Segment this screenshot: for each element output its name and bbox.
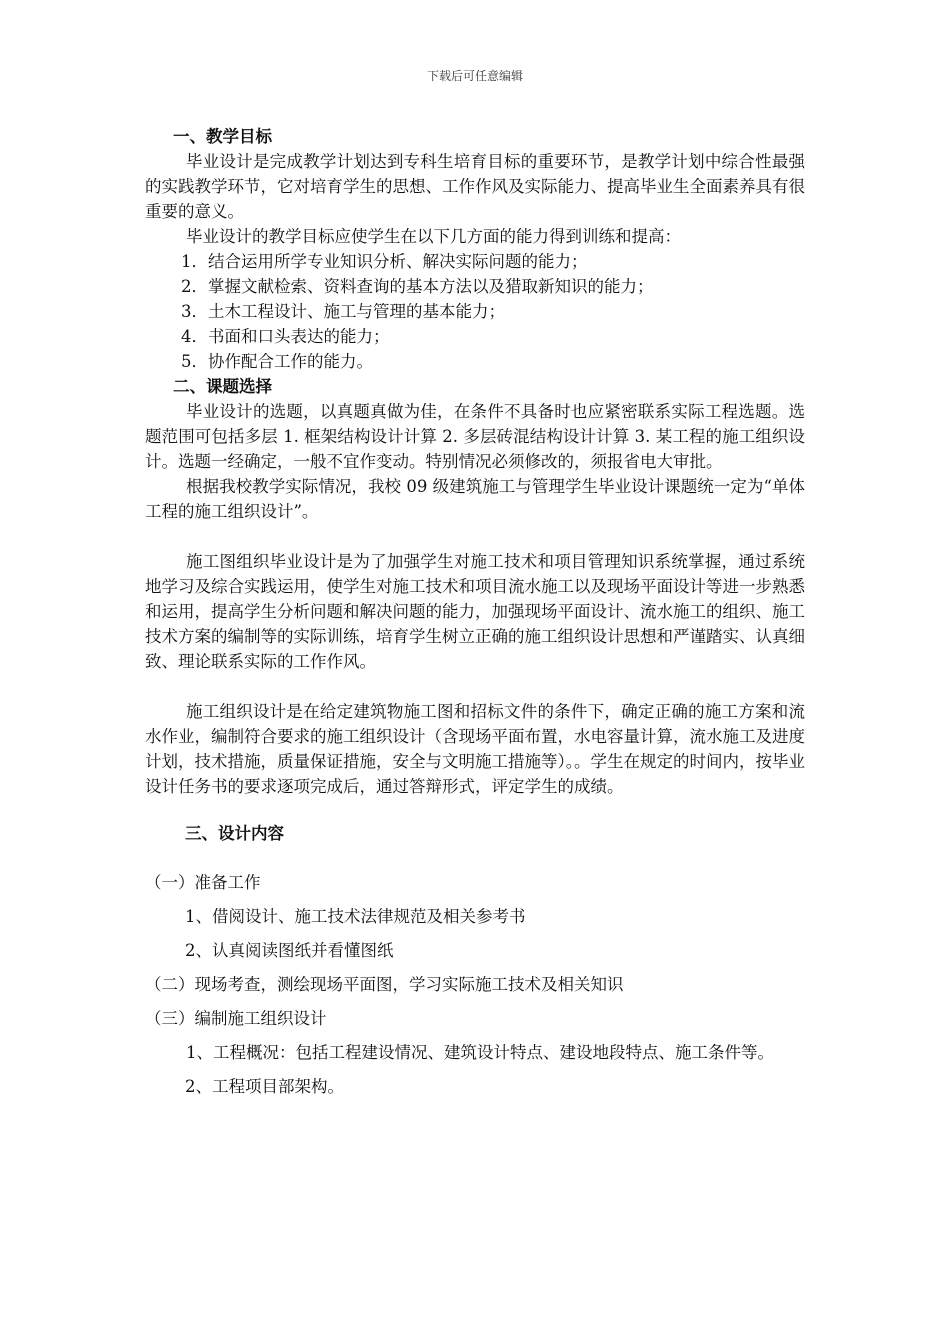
subsection-3-paragraph-1: 1、工程概况：包括工程建设情况、建筑设计特点、建设地段特点、施工条件等。 bbox=[186, 1043, 774, 1062]
section-3-title: 三、设计内容 bbox=[185, 824, 284, 843]
list-item: 2、认真阅读图纸并看懂图纸 bbox=[185, 941, 394, 960]
page-header: 下载后可任意编辑 bbox=[426, 69, 523, 83]
section-2-paragraph-3: 施工图组织毕业设计是为了加强学生对施工技术和项目管理知识系统掌握，通过系统地学习及综合实践运用，使学生对施工技术和项目流水施工以及现场平面设计等进一步熟悉和运用，提高学生分析问题和解决问题的能力，加强现场平面设计、流水施工的组织、施工技术方案的编制等的实际训练，培育学生树立正确的施工组织设计思想和严谨踏实、认真细致、理论联系实际的工作作风。 bbox=[145, 552, 805, 671]
section-2-paragraph-1: 毕业设计的选题，以真题真做为佳，在条件不具备时也应紧密联系实际工程选题。选题范围可包括多层 1. 框架结构设计计算 2. 多层砖混结构设计计算 3. 某工程的施工组织设计。选题一经确定，一般不宜作变动。特别情况必须修改的，须报省电大审批。 bbox=[145, 402, 805, 471]
list-item: 4．书面和口头表达的能力； bbox=[181, 327, 390, 346]
section-2-paragraph-4: 施工组织设计是在给定建筑物施工图和招标文件的条件下，确定正确的施工方案和流水作业，编制符合要求的施工组织设计（含现场平面布置，水电容量计算，流水施工及进度计划，技术措施，质量保证措施，安全与文明施工措施等）。。学生在规定的时间内，按毕业设计任务书的要求逐项完成后，通过答辩形式，评定学生的成绩。 bbox=[145, 702, 805, 796]
subsection-1-title: （一）准备工作 bbox=[145, 873, 261, 892]
list-item: 2．掌握文献检索、资料查询的基本方法以及猎取新知识的能力； bbox=[181, 277, 654, 296]
document-body bbox=[145, 124, 805, 1104]
subsection-2-title: （二）现场考查，测绘现场平面图，学习实际施工技术及相关知识 bbox=[145, 975, 624, 994]
section-2-title: 二、课题选择 bbox=[173, 377, 272, 396]
section-2-paragraph-2: 根据我校教学实际情况，我校 09 级建筑施工与管理学生毕业设计课题统一定为“单体工程的施工组织设计”。 bbox=[145, 477, 805, 521]
list-item: 5．协作配合工作的能力。 bbox=[181, 352, 373, 371]
subsection-3-paragraph-2: 2、工程项目部架构。 bbox=[185, 1077, 344, 1096]
subsection-3-title: （三）编制施工组织设计 bbox=[145, 1009, 327, 1028]
list-item: 3．土木工程设计、施工与管理的基本能力； bbox=[181, 302, 505, 321]
list-item: 1．结合运用所学专业知识分析、解决实际问题的能力； bbox=[181, 252, 588, 271]
section-1-paragraph-1: 毕业设计是完成教学计划达到专科生培育目标的重要环节，是教学计划中综合性最强的实践教学环节，它对培育学生的思想、工作作风及实际能力、提高毕业生全面素养具有很重要的意义。 bbox=[145, 152, 805, 221]
section-1-title: 一、教学目标 bbox=[173, 127, 272, 146]
section-1-paragraph-2: 毕业设计的教学目标应使学生在以下几方面的能力得到训练和提高： bbox=[186, 227, 681, 246]
list-item: 1、借阅设计、施工技术法律规范及相关参考书 bbox=[185, 907, 526, 926]
